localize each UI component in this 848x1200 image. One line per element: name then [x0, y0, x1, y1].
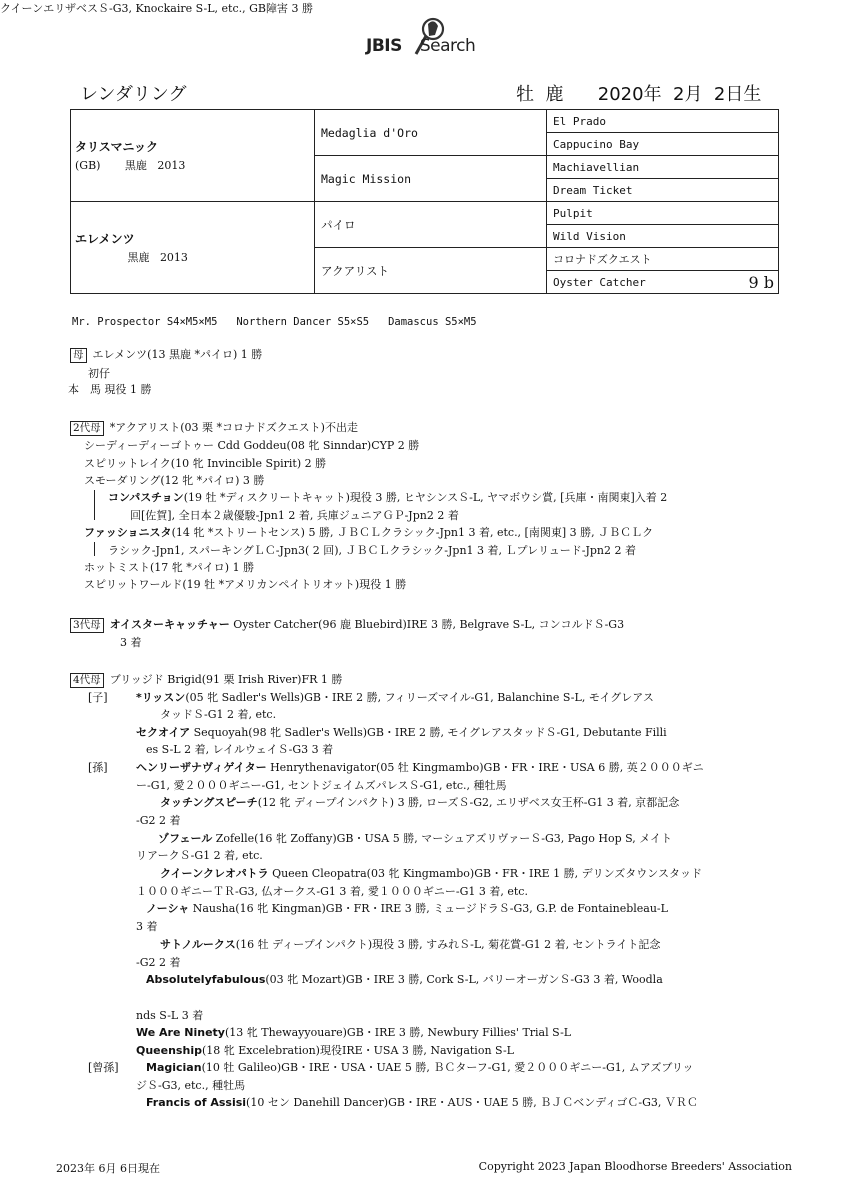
- horse-name-bold: ゾフェール: [158, 832, 213, 845]
- line-text: Sequoyah(98 牝 Sadler's Wells)GB・IRE 2 勝, モイグレアスタッドＳ-G1, Debutante Filli: [190, 726, 667, 739]
- family-line: [160, 794, 679, 810]
- line-text: ホットミスト(17 牝 *パイロ) 1 勝: [84, 561, 255, 574]
- family-line: [136, 1007, 203, 1023]
- dam-detail: 黒鹿 2013: [75, 251, 188, 264]
- line-text: (12 牝 ディープインパクト) 3 勝, ローズＳ-G2, エリザベス女王杯-G1 3 着, 京都記念: [257, 796, 680, 809]
- horse-name: レンダリング: [80, 84, 187, 105]
- footer-date: 2023年 6月 6日現在: [56, 1162, 160, 1175]
- horse-info: 牡 鹿 2020年 2月 2日生: [516, 84, 762, 105]
- line-text: Henrythenavigator(05 牡 Kingmambo)GB・FR・IRE・USA 6 勝, 英２０００ギニ: [266, 761, 704, 774]
- family-line: [70, 671, 342, 688]
- g3-7-cell: [547, 271, 779, 294]
- family-line: [70, 616, 624, 633]
- g3-7: Oyster Catcher: [553, 275, 646, 289]
- dam-sire: パイロ: [315, 202, 547, 248]
- line-text: ー-G1, 愛２０００ギニー-G1, セントジェイムズパレスＳ-G1, etc., 種牡馬: [136, 779, 507, 792]
- family-line: [108, 489, 667, 505]
- line-text: (10 セン Danehill Dancer)GB・IRE・AUS・UAE 5 勝, ＢＪＣベンディゴＣ-G3, ＶＲＣ: [246, 1096, 698, 1109]
- horse-name-bold: ファッショニスタ: [84, 526, 172, 539]
- family-line: [136, 777, 507, 793]
- logo-jbis: JBIS: [366, 36, 402, 56]
- jbis-search-logo: [366, 14, 496, 58]
- line-text: ジＳ-G3, etc., 種牡馬: [136, 1079, 246, 1092]
- horse-name-bold: コンパスチョン: [108, 491, 184, 504]
- line-text: ブリッジド Brigid(91 栗 Irish River)FR 1 勝: [109, 673, 343, 686]
- g3-4: Pulpit: [547, 202, 779, 225]
- line-text: 本 馬 現役 1 勝: [68, 383, 152, 396]
- family-line: [84, 472, 264, 488]
- pedigree-table: [70, 109, 779, 294]
- family-line: [68, 381, 152, 397]
- line-text: (18 牝 Excelebration)現役IRE・USA 3 勝, Navigation S-L: [201, 1044, 514, 1057]
- family-line: [136, 812, 181, 828]
- family-line: [84, 559, 254, 575]
- horse-name-bold: ヘンリーザナヴィゲイター: [136, 761, 267, 774]
- family-line: [108, 542, 636, 558]
- family-line: [136, 918, 158, 934]
- line-text: (05 牝 Sadler's Wells)GB・IRE 2 勝, フィリーズマイル-G1, Balanchine S-L, モイグレアス: [185, 691, 654, 704]
- horse-name-bold: タッチングスピーチ: [160, 796, 258, 809]
- horse-name-bold: サトノルークス: [160, 938, 236, 951]
- family-line: [146, 741, 333, 757]
- line-text: シーディーディーゴトゥー Cdd Goddeu(08 牝 Sinndar)CYP 2 勝: [84, 439, 420, 452]
- section-label: 4代母: [70, 673, 104, 688]
- g3-5: Wild Vision: [547, 225, 779, 248]
- family-line: [88, 365, 110, 381]
- family-line: [84, 576, 406, 592]
- section-label: 母: [70, 348, 87, 363]
- family-line: [84, 524, 653, 540]
- family-number: 9 b: [748, 273, 774, 292]
- sire-name: タリスマニック: [75, 140, 159, 154]
- line-text: 3 着: [136, 920, 158, 933]
- line-text: Queen Cleopatra(03 牝 Kingmambo)GB・FR・IRE 1 勝, デリンズタウンスタッド: [268, 867, 702, 880]
- section-label: 2代母: [70, 421, 104, 436]
- line-text: タッドＳ-G1 2 着, etc.: [160, 708, 277, 721]
- family-line: [136, 724, 667, 740]
- horse-name-bold: Francis of Assisi: [146, 1096, 247, 1109]
- family-line: [160, 936, 660, 952]
- horse-name-bold: オイスターキャッチャー: [109, 618, 230, 631]
- line-text: エレメンツ(13 黒鹿 *パイロ) 1 勝: [92, 348, 263, 361]
- line-text: nds S-L 3 着: [136, 1009, 204, 1022]
- dam-dam: アクアリスト: [315, 248, 547, 294]
- g3-0: El Prado: [547, 110, 779, 133]
- family-line: [84, 455, 326, 471]
- horse-name-bold: We Are Ninety: [136, 1026, 225, 1039]
- dam-name: エレメンツ: [75, 232, 135, 246]
- line-text: クイーンエリザベスＳ-G3, Knockaire S-L, etc., GB障害 3 勝: [0, 2, 313, 15]
- family-line: [160, 706, 276, 722]
- line-text: (10 牡 Galileo)GB・IRE・USA・UAE 5 勝, ＢＣターフ-G1, 愛２０００ギニー-G1, ムアズブリッ: [201, 1061, 694, 1074]
- horse-name-bold: *リッスン: [136, 691, 186, 704]
- generation-tag: [曾孫]: [88, 1061, 119, 1074]
- sire-sire: Medaglia d'Oro: [315, 110, 547, 156]
- sire-dam: Magic Mission: [315, 156, 547, 202]
- line-text: リアークＳ-G1 2 着, etc.: [136, 849, 263, 862]
- line-text: (13 牝 Thewayyouare)GB・IRE 3 勝, Newbury Fillies' Trial S-L: [224, 1026, 572, 1039]
- line-text: (16 牡 ディープインパクト)現役 3 勝, すみれＳ-L, 菊花賞-G1 2 着, セントライト記念: [235, 938, 661, 951]
- generation-tag: [子]: [88, 691, 108, 704]
- sire-detail: (GB) 黒鹿 2013: [75, 159, 186, 172]
- line-text: Oyster Catcher(96 鹿 Bluebird)IRE 3 勝, Belgrave S-L, コンコルドＳ-G3: [229, 618, 625, 631]
- horse-name-bold: Absolutelyfabulous: [146, 973, 266, 986]
- family-line: [146, 900, 668, 916]
- line-text: -G2 2 着: [136, 814, 181, 827]
- line-text: スモーダリング(12 牝 *パイロ) 3 勝: [84, 474, 265, 487]
- horse-name-bold: セクオイア: [136, 726, 191, 739]
- family-line: [158, 830, 672, 846]
- family-line: [84, 437, 419, 453]
- tree-bar: [94, 542, 95, 556]
- family-line: [70, 346, 262, 363]
- horse-name-bold: Queenship: [136, 1044, 202, 1057]
- family-line: [146, 971, 663, 987]
- tree-bar: [94, 490, 95, 520]
- line-text: ラシック-Jpn1, スパーキングＬＣ-Jpn3( 2 回), ＪＢＣＬクラシック-Jpn1 3 着, Ｌプレリュード-Jpn2 2 着: [108, 544, 636, 557]
- family-line: [136, 1024, 571, 1040]
- family-line: [88, 689, 654, 705]
- line-text: 初仔: [88, 367, 110, 380]
- family-line: [0, 0, 313, 16]
- line-text: Nausha(16 牝 Kingman)GB・FR・IRE 3 勝, ミュージドラＳ-G3, G.P. de Fontainebleau-L: [189, 902, 668, 915]
- line-text: -G2 2 着: [136, 956, 181, 969]
- family-line: [130, 507, 459, 523]
- g3-1: Cappucino Bay: [547, 133, 779, 156]
- line-text: Zofelle(16 牝 Zoffany)GB・USA 5 勝, マーシュアズリヴァーＳ-G3, Pago Hop S, メイト: [212, 832, 673, 845]
- line-text: (14 牝 *ストリートセンス) 5 勝, ＪＢＣＬクラシック-Jpn1 3 着, etc., [南関東] 3 勝, ＪＢＣＬク: [171, 526, 654, 539]
- dam-cell: [71, 202, 315, 294]
- horse-name-bold: ノーシャ: [146, 902, 190, 915]
- g3-3: Dream Ticket: [547, 179, 779, 202]
- line-text: *アクアリスト(03 栗 *コロナドズクエスト)不出走: [109, 421, 358, 434]
- footer-copyright: Copyright 2023 Japan Bloodhorse Breeders' Association: [478, 1160, 792, 1173]
- family-line: [88, 759, 704, 775]
- line-text: es S-L 2 着, レイルウェイＳ-G3 3 着: [146, 743, 334, 756]
- family-line: [136, 847, 263, 863]
- line-text: スピリットワールド(19 牡 *アメリカンペイトリオット)現役 1 勝: [84, 578, 407, 591]
- family-line: [160, 865, 702, 881]
- g3-6: コロナドズクエスト: [547, 248, 779, 271]
- family-line: [70, 419, 358, 436]
- line-text: (19 牡 *ディスクリートキャット)現役 3 勝, ヒヤシンスＳ-L, ヤマボウシ賞, [兵庫・南関東]入着 2: [183, 491, 668, 504]
- family-line: [136, 954, 181, 970]
- family-line: [88, 1059, 694, 1075]
- line-text: １０００ギニーＴＲ-G3, 仏オークス-G1 3 着, 愛１０００ギニー-G1 3 着, etc.: [136, 885, 528, 898]
- family-line: [136, 1077, 245, 1093]
- line-text: 回[佐賀], 全日本２歳優駿-Jpn1 2 着, 兵庫ジュニアＧＰ-Jpn2 2 着: [130, 509, 459, 522]
- family-line: [136, 883, 528, 899]
- section-label: 3代母: [70, 618, 104, 633]
- sire-cell: [71, 110, 315, 202]
- horse-name-bold: クイーンクレオパトラ: [160, 867, 269, 880]
- horse-name-bold: Magician: [146, 1061, 202, 1074]
- logo-search: Search: [419, 36, 476, 56]
- line-text: スピリットレイク(10 牝 Invincible Spirit) 2 勝: [84, 457, 327, 470]
- generation-tag: [孫]: [88, 761, 108, 774]
- line-text: (03 牝 Mozart)GB・IRE 3 勝, Cork S-L, バリーオーガンＳ-G3 3 着, Woodla: [265, 973, 663, 986]
- g3-2: Machiavellian: [547, 156, 779, 179]
- family-line: [146, 1094, 698, 1110]
- family-line: [120, 634, 142, 650]
- line-text: 3 着: [120, 636, 142, 649]
- inbreeding-line: Mr. Prospector S4×M5×M5 Northern Dancer S5×S5 Damascus S5×M5: [72, 316, 477, 328]
- family-line: [136, 1042, 514, 1058]
